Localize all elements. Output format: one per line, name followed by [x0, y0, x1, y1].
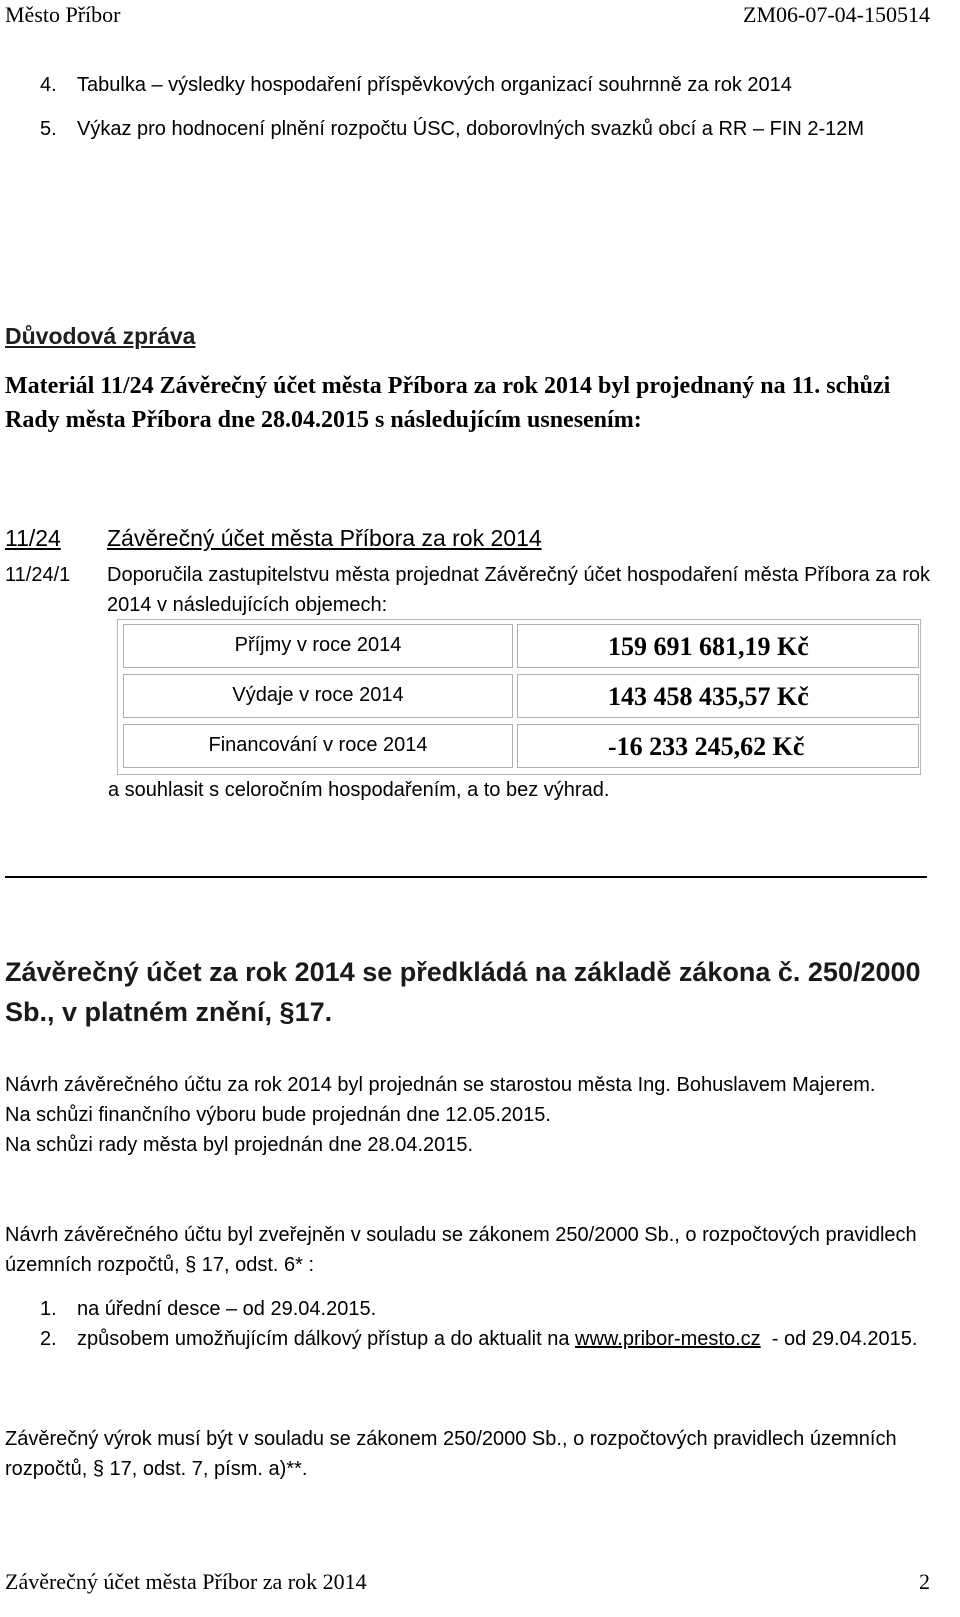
footer-title: Závěrečný účet města Příbor za rok 2014 — [5, 1569, 367, 1594]
website-link[interactable]: www.pribor-mesto.cz — [575, 1328, 761, 1350]
list-number: 5. — [40, 118, 57, 140]
agreement-text: a souhlasit s celoročním hospodařením, a to bez výhrad. — [108, 779, 610, 801]
publication-section — [5, 1220, 925, 1354]
list-number: 2. — [40, 1328, 57, 1350]
list-number: 1. — [40, 1298, 57, 1320]
table-row — [123, 624, 915, 668]
paragraph: Na schůzi rady města byl projednán dne 28.04.2015. — [5, 1134, 474, 1156]
list-item-text: Výkaz pro hodnocení plnění rozpočtu ÚSC, doborovlných svazků obcí a RR – FIN 2-12M — [77, 118, 865, 140]
header-title: Město Příbor — [5, 2, 121, 27]
resolution-item-text: Doporučila zastupitelstvu města projednat Závěrečný účet hospodaření města Příbora za rok 2014 v následujících objemech: — [107, 564, 930, 616]
section-title: Důvodová zpráva — [5, 323, 196, 349]
header-document-code: ZM06-07-04-150514 — [743, 2, 930, 27]
list-item-text-after: - od 29.04.2015. — [771, 1328, 918, 1350]
discussion-paragraphs — [5, 1070, 925, 1160]
table-cell-label: Výdaje v roce 2014 — [123, 674, 513, 718]
paragraph: Na schůzi finančního výboru bude projednán dne 12.05.2015. — [5, 1104, 551, 1126]
material-statement: Materiál 11/24 Závěrečný účet města Příbora za rok 2014 byl projednaný na 11. schůzi Rady města Příbora dne 28.04.2015 s následujícím usnesením: — [5, 373, 891, 433]
table-row — [123, 674, 915, 718]
resolution-item-code: 11/24/1 — [5, 564, 71, 586]
table-cell-value: -16 233 245,62 Kč — [517, 724, 919, 768]
table-row — [123, 724, 915, 768]
divider — [5, 876, 927, 878]
list-item — [40, 1294, 925, 1324]
list-item-text: na úřední desce – od 29.04.2015. — [77, 1298, 377, 1320]
final-statement: Závěrečný výrok musí být v souladu se zákonem 250/2000 Sb., o rozpočtových pravidlech územních rozpočtů, § 17, odst. 7, písm. a)**. — [5, 1428, 897, 1480]
list-item-text — [77, 1324, 917, 1354]
table-cell-label: Financování v roce 2014 — [123, 724, 513, 768]
legal-basis-heading: Závěrečný účet za rok 2014 se předkládá na základě zákona č. 250/2000 Sb., v platném znění, §17. — [5, 957, 921, 1027]
resolution-item — [5, 560, 930, 620]
resolution-heading — [5, 525, 542, 552]
list-item-text: Tabulka – výsledky hospodaření příspěvkových organizací souhrnně za rok 2014 — [77, 74, 792, 96]
list-item-text-before: způsobem umožňujícím dálkový přístup a do aktualit na — [77, 1328, 570, 1350]
list-item — [40, 114, 900, 144]
resolution-code: 11/24 — [5, 525, 61, 551]
resolution-title: Závěrečný účet města Příbora za rok 2014 — [107, 525, 542, 551]
table-cell-label: Příjmy v roce 2014 — [123, 624, 513, 668]
page-number: 2 — [919, 1569, 930, 1594]
publication-list — [5, 1294, 925, 1354]
list-item — [40, 1324, 925, 1354]
list-item — [40, 70, 900, 100]
list-number: 4. — [40, 74, 57, 96]
paragraph: Návrh závěrečného účtu za rok 2014 byl projednán se starostou města Ing. Bohuslavem Majerem. — [5, 1074, 876, 1096]
paragraph: Návrh závěrečného účtu byl zveřejněn v souladu se zákonem 250/2000 Sb., o rozpočtových pravidlech územních rozpočtů, § 17, odst. 6* : — [5, 1224, 917, 1276]
attachment-list — [40, 70, 900, 158]
amount-table — [117, 619, 921, 775]
table-cell-value: 143 458 435,57 Kč — [517, 674, 919, 718]
table-cell-value: 159 691 681,19 Kč — [517, 624, 919, 668]
